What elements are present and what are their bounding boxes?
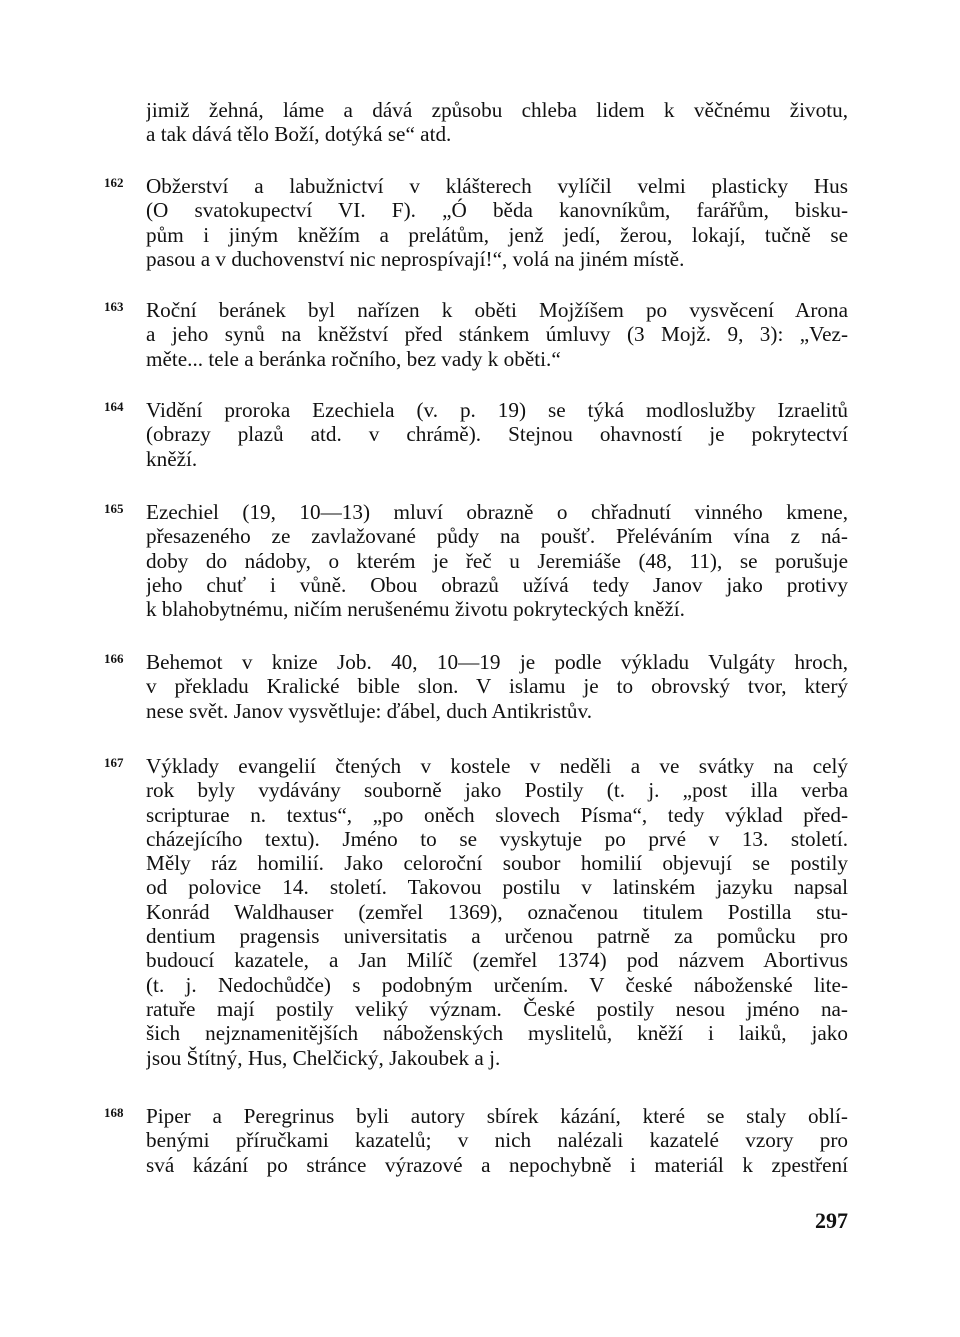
note-text bbox=[146, 398, 848, 471]
note-text bbox=[146, 754, 848, 1070]
note-number: 162 bbox=[104, 175, 124, 190]
note-163 bbox=[0, 298, 960, 371]
text-line: (t. j. Nedochůdče) s podobným určením. V české náboženské lite- bbox=[146, 972, 848, 997]
text-line: pům i jiným kněžím a prelátům, jenž jedí, žerou, lokají, tučně se bbox=[146, 222, 848, 247]
text-line: scripturae n. textus“, „po oněch slovech Písma“, tedy výklad před- bbox=[146, 802, 848, 827]
note-162 bbox=[0, 174, 960, 271]
note-number: 167 bbox=[104, 755, 124, 770]
note-text bbox=[146, 298, 848, 371]
text-line: doby do nádoby, o kterém je řeč u Jeremiáše (48, 11), se porušuje bbox=[146, 548, 848, 573]
text-line: nese svět. Janov vysvětluje: ďábel, duch Antikristův. bbox=[146, 698, 593, 723]
text-line: Ezechiel (19, 10—13) mluví obrazně o chřadnutí vinného kmene, bbox=[146, 500, 848, 524]
note-text bbox=[146, 650, 848, 723]
note-164 bbox=[0, 398, 960, 471]
text-line: a jeho synů na kněžství před stánkem úmluvy (3 Mojž. 9, 3): „Vez- bbox=[146, 322, 848, 347]
text-line: Konrád Waldhauser (zemřel 1369), označenou titulem Postilla stu- bbox=[146, 899, 848, 924]
text-line: měte... tele a beránka ročního, bez vady k oběti.“ bbox=[146, 346, 561, 371]
text-line: cházejícího textu). Jméno to se vyskytuje po prvé v 13. století. bbox=[146, 826, 848, 851]
page-number: 297 bbox=[815, 1208, 848, 1233]
text-line: (obrazy plazů atd. v chrámě). Stejnou ohavností je pokrytectví bbox=[146, 422, 848, 447]
text-line: a tak dává tělo Boží, dotýká se“ atd. bbox=[146, 122, 452, 147]
text-line: Roční beránek byl nařízen k oběti Mojžíšem po vysvěcení Arona bbox=[146, 298, 848, 322]
note-text bbox=[146, 174, 848, 271]
text-line: Výklady evangelií čtených v kostele v neděli a ve svátky na celý bbox=[146, 754, 848, 778]
text-line: Behemot v knize Job. 40, 10—19 je podle výkladu Vulgáty hroch, bbox=[146, 650, 848, 674]
text-line: (O svatokupectví VI. F). „Ó běda kanovníkům, farářům, bisku- bbox=[146, 198, 848, 223]
text-line: šich nejznamenitějších náboženských myslitelů, kněží i laiků, jako bbox=[146, 1021, 848, 1046]
note-continuation bbox=[0, 98, 960, 147]
text-line: pasou a v duchovenství nic neprospívají!“, volá na jiném místě. bbox=[146, 246, 685, 271]
note-167 bbox=[0, 754, 960, 1070]
note-number: 165 bbox=[104, 501, 124, 516]
text-line: ratuře mají postily veliký význam. České postily nesou jméno na- bbox=[146, 996, 848, 1021]
note-text bbox=[146, 500, 848, 621]
text-line: Vidění proroka Ezechiela (v. p. 19) se týká modloslužby Izraelitů bbox=[146, 398, 848, 422]
text-line: budoucí kazatele, a Jan Milíč (zemřel 1374) pod názvem Abortivus bbox=[146, 948, 848, 973]
text-line: jimiž žehná, láme a dává způsobu chleba lidem k věčnému životu, bbox=[146, 98, 848, 122]
text-line: jsou Štítný, Hus, Chelčický, Jakoubek a j. bbox=[146, 1045, 501, 1070]
note-number: 164 bbox=[104, 399, 124, 414]
text-line: svá kázání po stránce výrazové a nepochybně i materiál k zpestření bbox=[146, 1152, 848, 1177]
text-line: Obžerství a labužnictví v klášterech vylíčil velmi plasticky Hus bbox=[146, 174, 848, 198]
text-line: přesazeného ze zavlažované půdy na poušť. Přeléváním vína z ná- bbox=[146, 524, 848, 549]
text-line: benými příručkami kazatelů; v nich nalézali kazatelé vzory pro bbox=[146, 1128, 848, 1153]
text-line: jeho chuť i vůně. Obou obrazů užívá tedy Janov jako protivy bbox=[146, 572, 848, 597]
text-line: k blahobytnému, ničím nerušenému životu pokryteckých kněží. bbox=[146, 597, 685, 622]
text-line: dentium pragensis universitatis a určenou patrně za pomůcku pro bbox=[146, 924, 848, 949]
text-line: Piper a Peregrinus byli autory sbírek kázání, které se staly oblí- bbox=[146, 1104, 848, 1128]
text-line: rok byly vydávány souborně jako Postily (t. j. „post illa verba bbox=[146, 778, 848, 803]
note-168 bbox=[0, 1104, 960, 1177]
note-text bbox=[146, 1104, 848, 1177]
note-166 bbox=[0, 650, 960, 723]
text-line: kněží. bbox=[146, 446, 198, 471]
text-line: v překladu Kralické bible slon. V islamu je to obrovský tvor, který bbox=[146, 674, 848, 699]
text-line: od polovice 14. století. Takovou postilu v latinském jazyku napsal bbox=[146, 875, 848, 900]
note-number: 166 bbox=[104, 651, 124, 666]
note-text bbox=[146, 98, 848, 147]
note-number: 168 bbox=[104, 1105, 124, 1120]
note-165 bbox=[0, 500, 960, 621]
text-line: Měly ráz homilií. Jako celoroční soubor homilií objevují se postily bbox=[146, 851, 848, 876]
note-number: 163 bbox=[104, 299, 124, 314]
